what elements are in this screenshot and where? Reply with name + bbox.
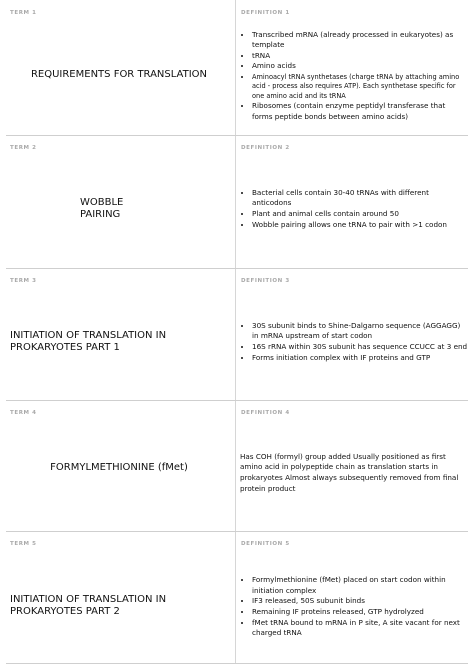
list-item: • Aminoacyl tRNA synthetases (charge tRNA by attaching amino acid - process also requires ATP). Each synthetase specific for one amino acid and its tRNA — [252, 72, 468, 101]
list-item: • Plant and animal cells contain around 50 — [252, 209, 468, 220]
flashcard-4 — [0, 400, 474, 531]
term-label: TERM 3 — [10, 278, 37, 284]
definition-text — [240, 551, 468, 663]
definition-list — [240, 575, 468, 639]
term-text: INITIATION OF TRANSLATION IN PROKARYOTES PART 1 — [10, 329, 167, 353]
definition-text — [240, 420, 468, 526]
list-item: • Ribosomes (contain enzyme peptidyl transferase that forms peptide bonds between amino acids) — [252, 101, 468, 122]
list-item: • Wobble pairing allows one tRNA to pair with >1 codon — [252, 220, 468, 231]
list-item: • Forms initiation complex with IF proteins and GTP — [252, 353, 468, 364]
term-text: REQUIREMENTS FOR TRANSLATION — [30, 68, 208, 80]
term-label: TERM 5 — [10, 541, 37, 547]
definition-list — [240, 188, 468, 230]
term-label: TERM 2 — [10, 145, 37, 151]
flashcard-3 — [0, 268, 474, 400]
term-text: INITIATION OF TRANSLATION IN PROKARYOTES PART 2 — [10, 593, 167, 617]
flashcard-5 — [0, 531, 474, 663]
definition-text — [240, 26, 468, 126]
list-item: • Amino acids — [252, 61, 468, 72]
list-item: • Transcribed mRNA (already processed in eukaryotes) as template — [252, 30, 468, 51]
definition-label: DEFINITION 5 — [241, 541, 290, 547]
list-item: • 30S subunit binds to Shine-Dalgarno sequence (AGGAGG) in mRNA upstream of start codon — [252, 321, 468, 342]
term-text: FORMYLMETHIONINE (fMet) — [50, 462, 188, 474]
definition-label: DEFINITION 4 — [241, 410, 290, 416]
card-divider — [6, 663, 468, 664]
term-label: TERM 1 — [10, 10, 37, 16]
list-item: • 16S rRNA within 30S subunit has sequence CCUCC at 3 end — [252, 342, 468, 353]
definition-list — [240, 30, 468, 123]
definition-list — [240, 321, 468, 363]
list-item: • tRNA — [252, 51, 468, 62]
list-item: • Bacterial cells contain 30-40 tRNAs with different anticodons — [252, 188, 468, 209]
definition-label: DEFINITION 2 — [241, 145, 290, 151]
list-item: • fMet tRNA bound to mRNA in P site, A site vacant for next charged tRNA — [252, 618, 468, 639]
term-text — [80, 155, 200, 263]
list-item: • IF3 released, 50S subunit binds — [252, 596, 468, 607]
flashcard-2 — [0, 135, 474, 268]
flashcard-1 — [0, 0, 474, 135]
term-line: WOBBLE — [80, 196, 124, 208]
list-item: • Remaining IF proteins released, GTP hydrolyzed — [252, 607, 468, 618]
definition-label: DEFINITION 3 — [241, 278, 290, 284]
term-label: TERM 4 — [10, 410, 37, 416]
definition-text — [240, 155, 468, 263]
list-item: • Formylmethionine (fMet) placed on start codon within initiation complex — [252, 575, 468, 596]
definition-text — [240, 288, 468, 396]
definition-label: DEFINITION 1 — [241, 10, 290, 16]
definition-paragraph: Has COH (formyl) group added Usually positioned as first amino acid in polypeptide chain as translation starts in prokaryotes Almost always subsequently removed from final protein product — [240, 451, 459, 493]
term-line: PAIRING — [80, 209, 121, 220]
